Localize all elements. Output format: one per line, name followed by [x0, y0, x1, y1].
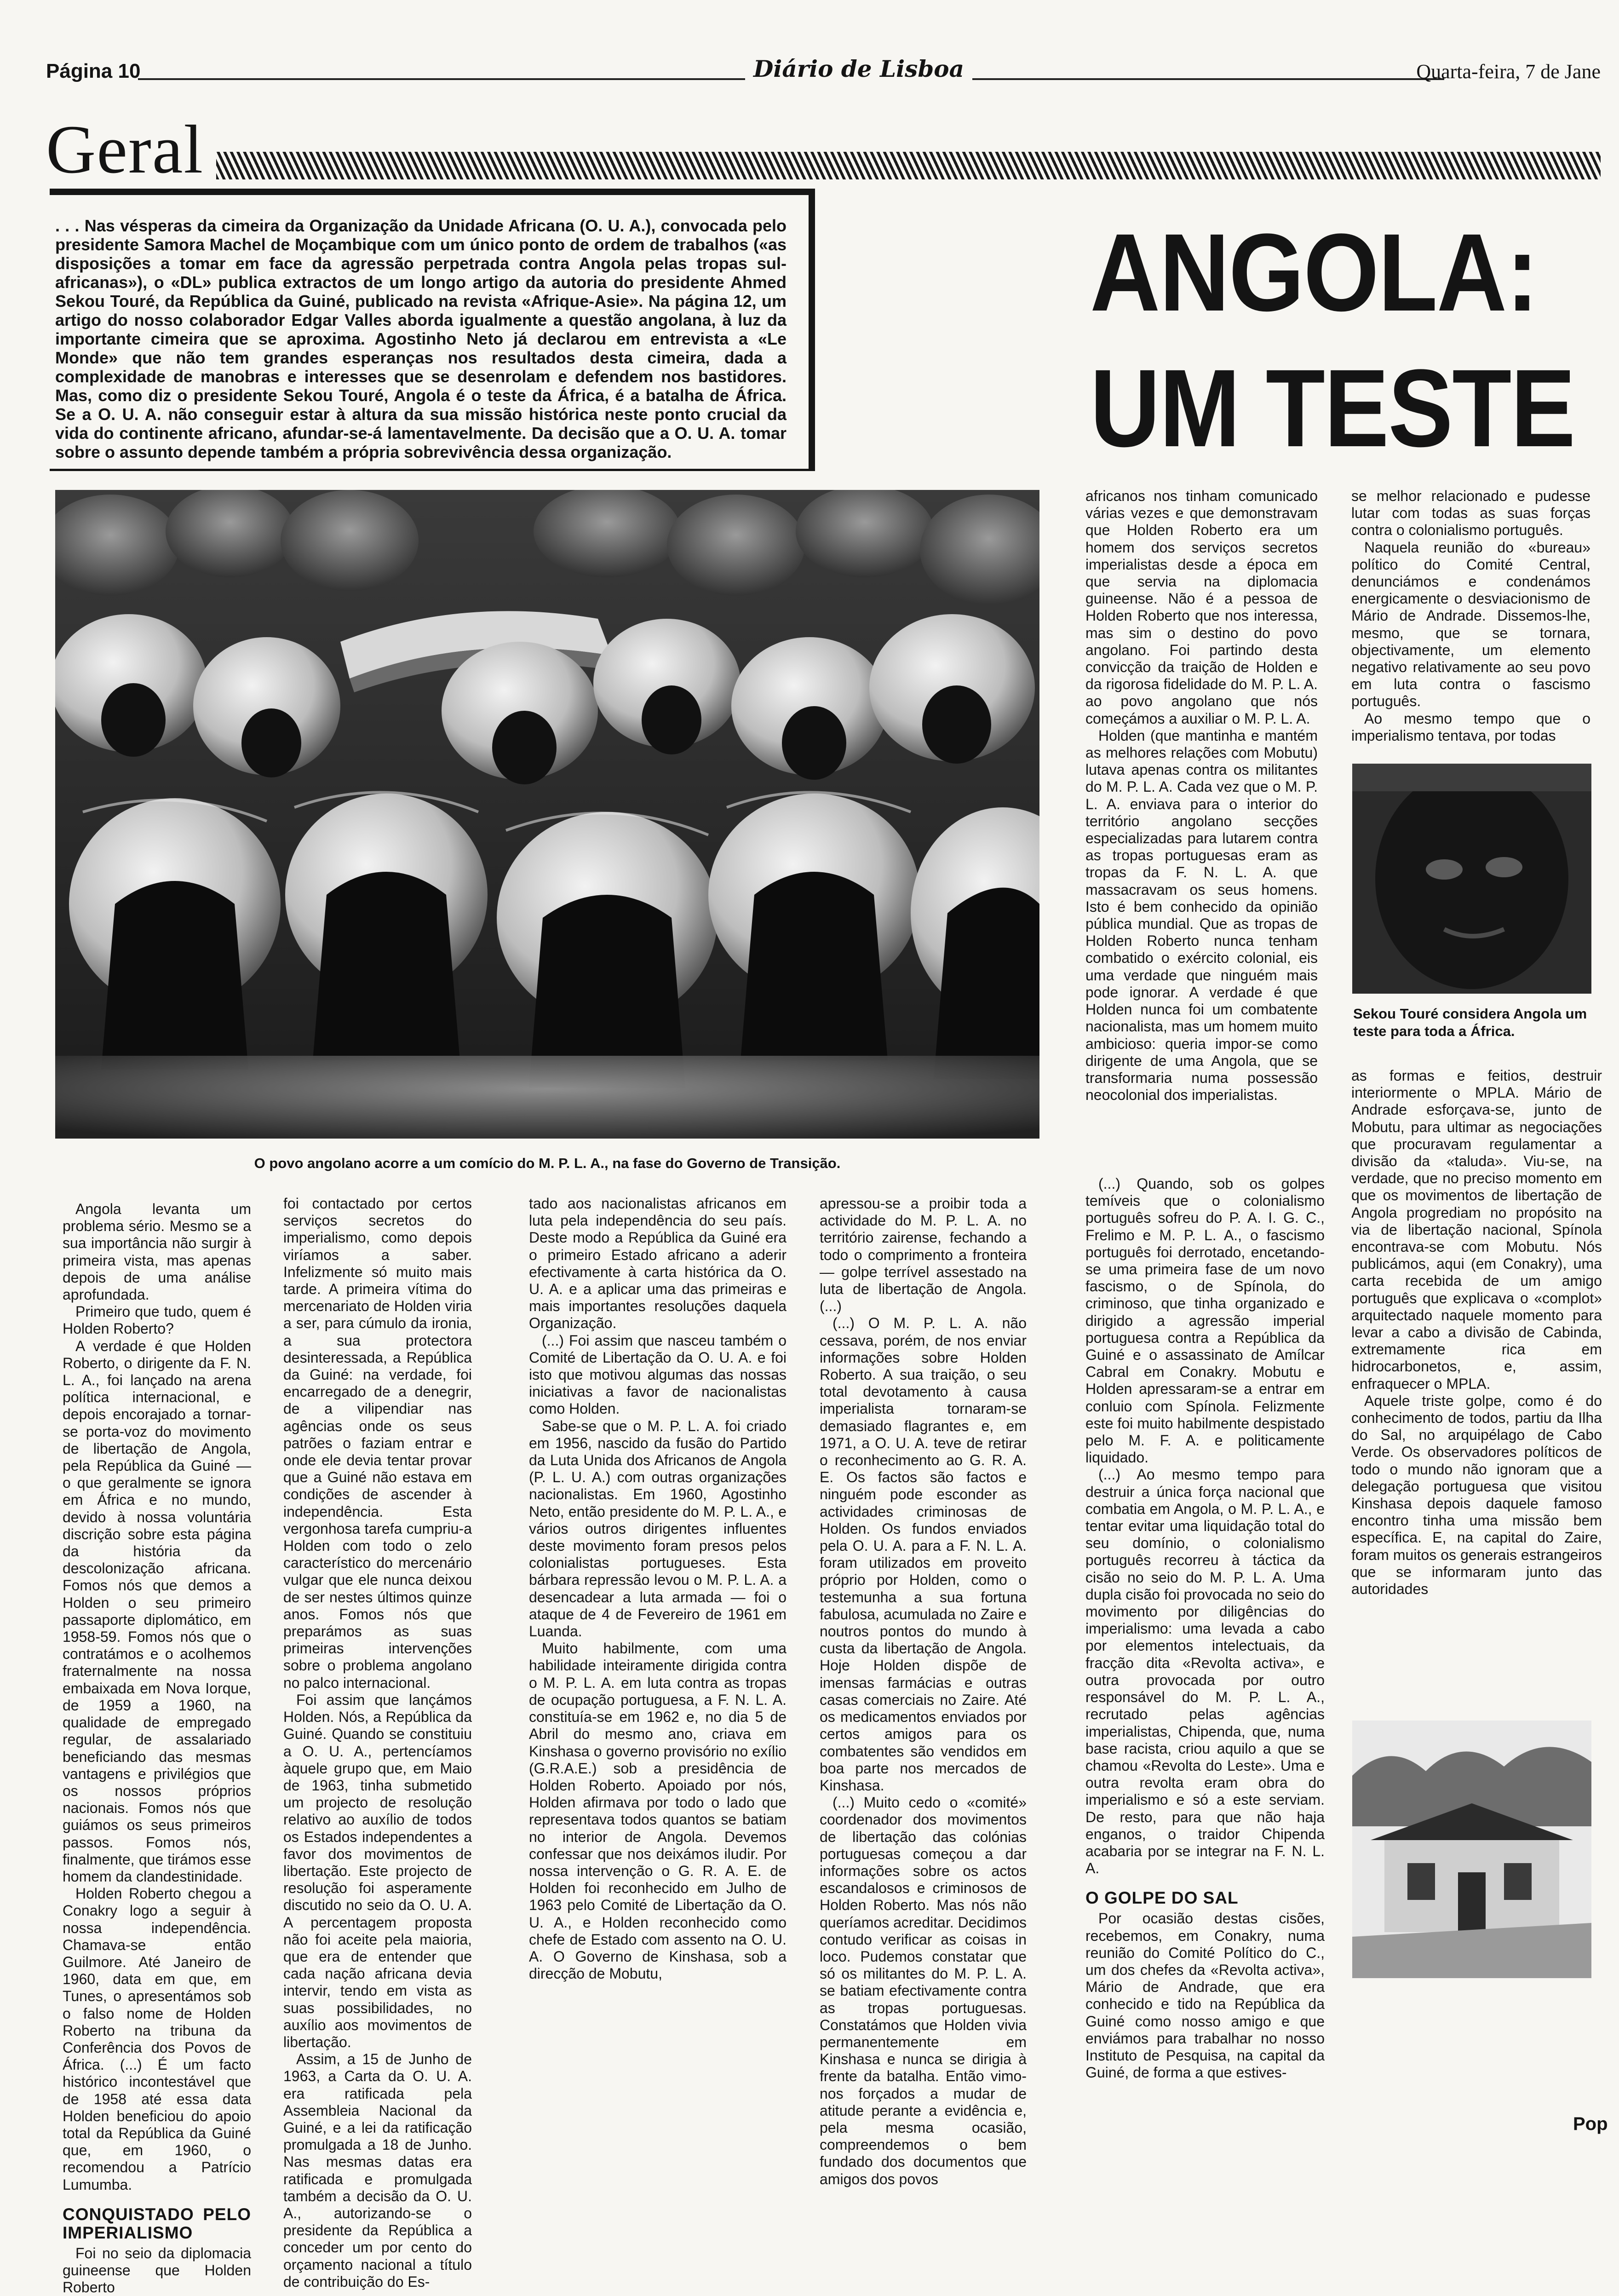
paragraph: Foi no seio da diplomacia guineense que Holden Roberto: [63, 2244, 251, 2296]
newspaper-name: Diário de Lisboa: [745, 55, 972, 82]
paragraph: Por ocasião destas cisões, recebemos, em Conakry, numa reunião do Comité Político do C., um dos chefes da «Revolta activa», Mário de Andrade, que era conhecido e tido na República da Guiné como nosso amigo e que enviámos para trabalhar no nosso Instituto de Pesquisa, na capital da Guiné, de forma a que estives-: [1085, 1910, 1325, 2081]
page-number: Página 10: [46, 60, 141, 82]
sekou-toure-photo: [1352, 764, 1591, 994]
headline-line-2: UM TESTE: [1090, 346, 1575, 470]
intro-text: . . . Nas vésperas da cimeira da Organização da Unidade Africana (O. U. A.), convocada pelo presidente Samora Machel de Moçambique com um único ponto de ordem de trabalhos («as disposições a tomar em face da agressão perpetrada contra Angola pelas tropas sul-africanas»), o «DL» publica extractos de um longo artigo da autoria do presidente Ahmed Sekou Touré, da República da Guiné, publicado na revista «Afrique-Asie». Na página 12, um artigo do nosso colaborador Edgar Valles aborda igualmente a questão angolana, à luz da importante cimeira que se aproxima. Agostinho Neto já declarou em entrevista a «Le Monde» que não tem grandes esperanças nos resultados desta cimeira, dada a complexidade de manobras e interesses que se desenrolam e defendem nos bastidores. Mas, como diz o presidente Sekou Touré, Angola é o teste da África, é a batalha de África. Se a O. U. A. não conseguir estar à altura da sua missão histórica neste ponto crucial da vida do continente africano, afundar-se-á lamentavelmente. Da decisão que a O. U. A. tomar sobre o assunto depende também a própria sobrevivência dessa organização.: [55, 216, 787, 461]
issue-date: Quarta-feira, 7 de Jane: [1416, 60, 1601, 83]
article-column-3: [529, 1195, 787, 1982]
paragraph: (...) Muito cedo o «comité» coordenador dos movimentos de libertação das colónias portuguesas começou a dar informações sobre os actos escandalosos e criminosos de Holden Roberto. Mas nós não queríamos acreditar. Decidimos contudo verificar as coisas in loco. Pudemos constatar que só os militantes do M. P. L. A. se batiam efectivamente contra as tropas portuguesas. Constatámos que Holden vivia permanentemente em Kinshasa e nunca se dirigia à frente da batalha. Então vimo-nos forçados a mudar de atitude perante a evidência e, pela mesma ocasião, compreendemos o bem fundado dos documentos que amigos dos povos: [820, 1794, 1027, 2187]
paragraph: A verdade é que Holden Roberto, o dirigente da F. N. L. A., foi lançado na arena política internacional, e depois encorajado a tornar-se porta-voz do movimento de libertação de Angola, pela República da Guiné — o que geralmente se ignora em África e no mundo, devido à nossa voluntária discrição sobre esta página da história da descolonização africana. Fomos nós que demos a Holden o seu primeiro passaporte diplomático, em 1958-59. Fomos nós que o contratámos e o acolhemos fraternalmente na nossa embaixada em Nova Iorque, de 1959 a 1960, na qualidade de empregado regular, de assalariado beneficiando das mesmas vantagens e privilégios que os nossos próprios nacionais. Fomos nós que guiámos os seus primeiros passos. Fomos nós, finalmente, que tirámos esse homem da clandestinidade.: [63, 1337, 251, 1885]
article-column-6-lower: [1351, 1067, 1602, 1598]
paragraph: Primeiro que tudo, quem é Holden Roberto?: [63, 1303, 251, 1337]
paragraph: as formas e feitios, destruir interiormente o MPLA. Mário de Andrade esforçava-se, junto de Mobutu, para ultimar as negociações que procuravam regulamentar a divisão da «taluda». Viu-se, na verdade, que no preciso momento em que os movimentos de libertação de Angola progrediam no propósito na via de libertação nacional, Spínola encontrava-se com Mobutu. Nós publicámos, aqui (em Conakry), uma carta recebida de um amigo português que explicava o «complot» arquitectado naquele momento para levar a cabo a divisão de Cabinda, extremamente rica em hidrocarbonetos, e, assim, enfraquecer o MPLA.: [1351, 1067, 1602, 1392]
cutoff-fragment: Pop: [1573, 2114, 1608, 2134]
paragraph: (...) O M. P. L. A. não cessava, porém, de nos enviar informações sobre Holden Roberto. A sua traição, o seu total devotamento à causa imperialista tornaram-se demasiado flagrantes e, em 1971, a O. U. A. teve de retirar o reconhecimento ao G. R. A. E. Os factos são factos e ninguém pode esconder as actividades criminosas de Holden. Os fundos enviados pela O. U. A. para a F. N. L. A. foram utilizados em proveito próprio por Holden, como o testemunha a sua fortuna fabulosa, acumulada no Zaire e noutros pontos do mundo à custa da libertação de Angola. Hoje Holden dispõe de imensas farmácias e outras casas comerciais no Zaire. Até os medicamentos enviados por certos amigos para os combatentes são vendidos em boa parte nos mercados de Kinshasa.: [820, 1315, 1027, 1794]
paragraph: Naquela reunião do «bureau» político do Comité Central, denunciámos e condenámos energicamente o desviacionismo de Mário de Andrade. Dissemos-lhe, mesmo, que se tornara, objectivamente, um elemento negativo relativamente ao seu povo em luta contra o fascismo português.: [1351, 539, 1590, 710]
paragraph: Holden Roberto chegou a Conakry logo a seguir à nossa independência. Chamava-se então Guilmore. Até Janeiro de 1960, data em que, em Tunes, o apresentámos sob o falso nome de Holden Roberto na tribuna da Conferência dos Povos de África. (...) É um facto histórico incontestável que de 1958 até essa data Holden beneficiou do apoio total da República da Guiné que, em 1960, o recomendou a Patrício Lumumba.: [63, 1885, 251, 2193]
paragraph: Angola levanta um problema sério. Mesmo se a sua importância não surgir à primeira vista, mas apenas depois de uma análise aprofundada.: [63, 1201, 251, 1303]
article-column-5-lower: [1085, 1175, 1325, 2081]
paragraph: Sabe-se que o M. P. L. A. foi criado em 1956, nascido da fusão do Partido da Luta Unida dos Africanos de Angola (P. L. U. A.) com outras organizações nacionalistas. Em 1960, Agostinho Neto, então presidente do M. P. L. A., e vários outros dirigentes influentes deste movimento foram presos pelos colonialistas portugueses. Esta bárbara repressão levou o M. P. L. A. a desencadear a luta armada — foi o ataque de 4 de Fevereiro de 1961 em Luanda.: [529, 1417, 787, 1640]
paragraph: (...) Ao mesmo tempo para destruir a única força nacional que combatia em Angola, o M. P. L. A., e tentar evitar uma liquidação total do seu domínio, o colonialismo português recorreu à táctica da cisão no seio do M. P. L. A. Uma dupla cisão foi provocada no seio do movimento por diligências do imperialismo: uma levada a cabo por elementos intelectuais, da fracção dita «Revolta activa», e outra provocada por outro responsável do M. P. L. A., recrutado pelas agências imperialistas, Chipenda, que, numa base racista, criou aquilo a que se chamou «Revolta do Leste». Uma e outra revolta eram obra do imperialismo e só a este serviam. De resto, para que não haja enganos, o traidor Chipenda acabaria por se integrar na F. N. L. A.: [1085, 1466, 1325, 1877]
main-photo-caption: O povo angolano acorre a um comício do M. P. L. A., na fase do Governo de Transição.: [254, 1155, 841, 1171]
headline-line-1: ANGOLA:: [1090, 211, 1538, 334]
subheading-conquistado: CONQUISTADO PELO IMPERIALISMO: [63, 2204, 251, 2242]
paragraph: Assim, a 15 de Junho de 1963, a Carta da O. U. A. era ratificada pela Assembleia Nacional da Guiné, e a lei da ratificação promulgada a 18 de Junho. Nas mesmas datas era ratificada e promulgada também a decisão da O. U. A., autorizando-se o presidente da República a conceder um por cento do orçamento nacional a título de contribuição do Es-: [283, 2051, 472, 2290]
village-house-photo: [1352, 1721, 1591, 1978]
section-hatch-bar: [216, 152, 1601, 179]
paragraph: africanos nos tinham comunicado várias vezes e que demonstravam que Holden Roberto era um homem dos serviços secretos imperialistas desde a época em que servia na diplomacia guineense. Não é a pessoa de Holden Roberto que nos interessa, mas sim o destino do povo angolano. Foi partindo desta convicção da traição de Holden e da rigorosa fidelidade do M. P. L. A. ao povo angolano que nós começámos a auxiliar o M. P. L. A.: [1085, 488, 1318, 727]
paragraph: Holden (que mantinha e mantém as melhores relações com Mobutu) lutava apenas contra os militantes do M. P. L. A. Cada vez que o M. P. L. A. enviava para o interior do território angolano secções especializadas para lutarem contra as tropas portuguesas eram as tropas da F. N. L. A. que massacravam os seus homens. Isto é bem conhecido da opinião pública mundial. Que as tropas de Holden Roberto nunca tenham combatido o exército colonial, eis uma verdade que ninguém mais pode ignorar. A verdade é que Holden nunca foi um combatente nacionalista, mas um homem muito ambicioso: queria impor-se como dirigente de uma Angola, que se transformaria numa possessão neocolonial dos imperialistas.: [1085, 727, 1318, 1104]
rally-crowd-photo: [55, 490, 1039, 1139]
article-column-5-upper: [1085, 488, 1318, 1104]
paragraph: (...) Foi assim que nasceu também o Comité de Libertação da O. U. A. e foi isto que motivou algumas das nossas iniciativas a favor de nacionalistas como Holden.: [529, 1332, 787, 1417]
paragraph: se melhor relacionado e pudesse lutar com todas as suas forças contra o colonialismo português.: [1351, 488, 1590, 539]
paragraph: Aquele triste golpe, como é do conhecimento de todos, partiu da Ilha do Sal, no arquipélago de Cabo Verde. Os observadores políticos de todo o mundo não ignoram que a delegação portuguesa que visitou Kinshasa depois daquele famoso encontro tinha uma missão bem específica. E, na capital do Zaire, foram muitos os generais estrangeiros que se informaram junto das autoridades: [1351, 1392, 1602, 1598]
section-title: Geral: [46, 111, 204, 188]
paragraph: Ao mesmo tempo que o imperialismo tentava, por todas: [1351, 710, 1590, 744]
article-column-4: [820, 1195, 1027, 2188]
paragraph: (...) Quando, sob os golpes temíveis que o colonialismo português sofreu do P. A. I. G. C., Frelimo e M. P. L. A., o fascismo português foi derrotado, encetando-se uma primeira fase de um novo fascismo, o de Spínola, do criminoso, que tinha organizado e dirigido a agressão imperial portuguesa contra a República da Guiné e o assassinato de Amílcar Cabral em Conakry. Mobutu e Holden apressaram-se a entrar em conluio com Spínola. Felizmente este foi muito habilmente despistado pelo M. F. A. e politicamente liquidado.: [1085, 1175, 1325, 1466]
headline: [1090, 205, 1575, 476]
masthead: [46, 55, 1601, 92]
paragraph: foi contactado por certos serviços secretos do imperialismo, como depois viríamos a saber. Infelizmente só muito mais tarde. A primeira vítima do mercenariato de Holden viria a ser, para cúmulo da ironia, a sua protectora desinteressada, a República da Guiné: na verdade, foi encarregado de a denegrir, de a vilipendiar nas agências onde os seus patrões o faziam entrar e onde ele devia tentar provar que a Guiné não estava em condições de ascender à independência. Esta vergonhosa tarefa cumpriu-a Holden com todo o zelo característico do mercenário vulgar que ele nunca deixou de ser nestes últimos quinze anos. Fomos nós que preparámos as suas primeiras intervenções sobre o problema angolano no palco internacional.: [283, 1195, 472, 1691]
paragraph: apressou-se a proibir toda a actividade do M. P. L. A. no território zairense, fechando a todo o comprimento a fronteira — golpe terrível assestado na luta de libertação de Angola. (...): [820, 1195, 1027, 1315]
subheading-golpe-do-sal: O GOLPE DO SAL: [1085, 1888, 1239, 1908]
paragraph: Muito habilmente, com uma habilidade inteiramente dirigida contra o M. P. L. A. em luta contra as tropas de ocupação portuguesa, a F. N. L. A. constituía-se em 1962 e, no dia 5 de Abril do mesmo ano, criava em Kinshasa o governo provisório no exílio (G.R.A.E.) sob a presidência de Holden Roberto. Apoiado por nós, Holden afirmava por todo o lado que representava todos quantos se batiam no interior de Angola. Devemos confessar que nos deixámos iludir. Por nossa intervenção o G. R. A. E. de Holden foi reconhecido em Julho de 1963 pelo Comité de Libertação da O. U. A., e Holden reconhecido como chefe de Estado com assento na O. U. A. O Governo de Kinshasa, sob a direcção de Mobutu,: [529, 1640, 787, 1982]
article-column-2: [283, 1195, 472, 2290]
paragraph: Foi assim que lançámos Holden. Nós, a República da Guiné. Quando se constituiu a O. U. A., pertencíamos àquele grupo que, em Maio de 1963, tinha submetido um projecto de resolução relativo ao auxílio de todos os Estados independentes a favor dos movimentos de libertação. Este projecto de resolução foi asperamente discutido no seio da O. U. A. A percentagem proposta não foi aceite pela maioria, que era de entender que cada nação africana devia intervir, tendo em vista as suas possibilidades, no auxílio aos movimentos de libertação.: [283, 1691, 472, 2050]
paragraph: tado aos nacionalistas africanos em luta pela independência do seu país. Deste modo a República da Guiné era o primeiro Estado africano a aderir efectivamente à carta histórica da O. U. A. e a aplicar uma das primeiras e mais importantes resoluções daquela Organização.: [529, 1195, 787, 1332]
side-photo-caption: Sekou Touré considera Angola um teste para toda a África.: [1353, 1006, 1587, 1039]
article-column-1: [63, 1201, 251, 2296]
article-column-6-upper: [1351, 488, 1590, 744]
